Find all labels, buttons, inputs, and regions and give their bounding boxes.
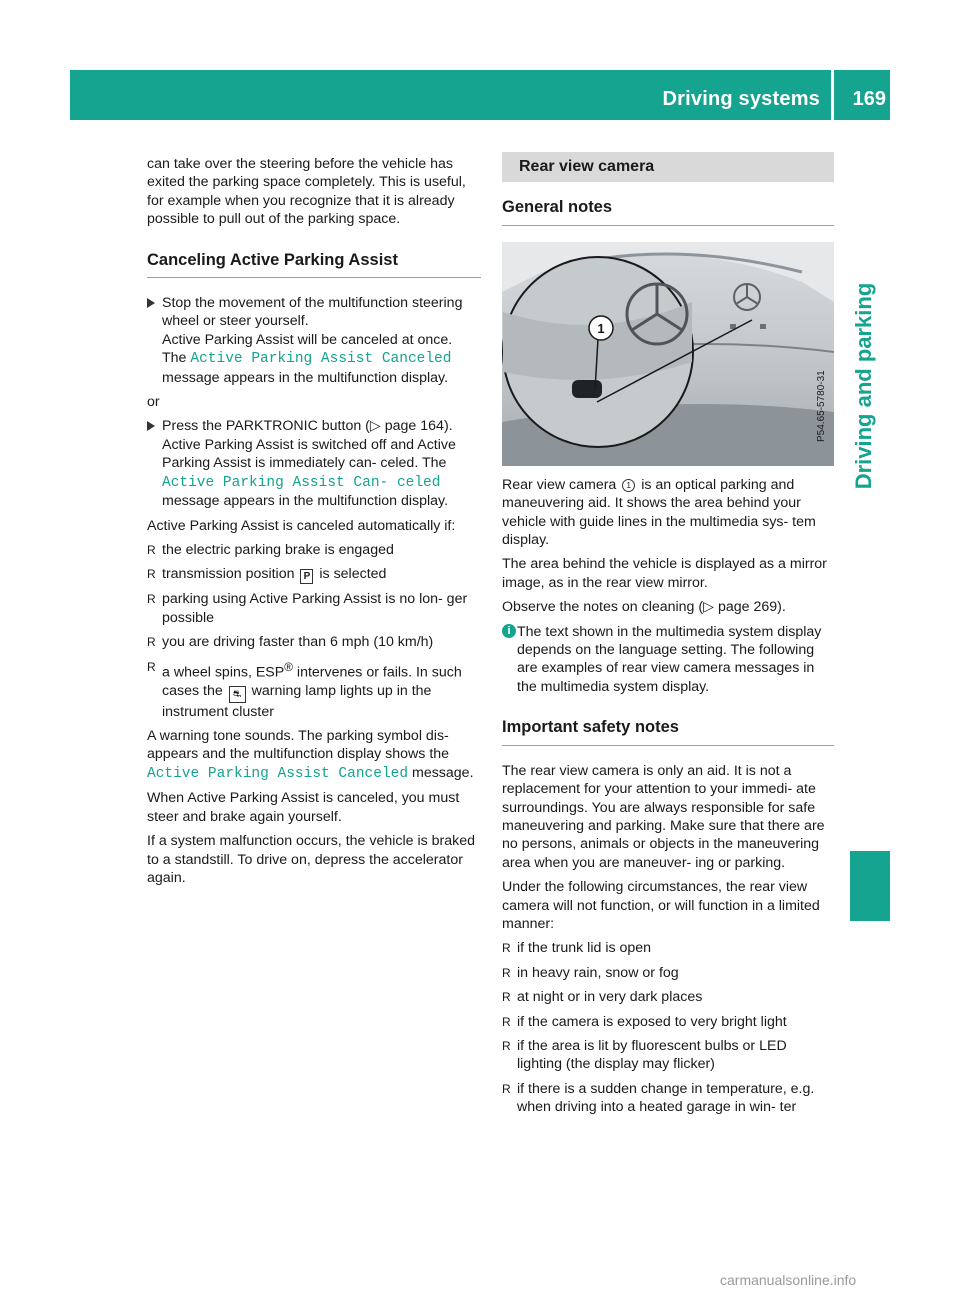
skid-warning-lamp-icon: ⛐ xyxy=(229,686,246,703)
bullet-icon: R xyxy=(502,1081,511,1096)
info-note: i The text shown in the multimedia system display depends on the language setting. The following are examples of rear view camera messages in the multimedia system display. xyxy=(502,623,834,697)
side-tab xyxy=(829,236,899,536)
list-item: R transmission position P is selected xyxy=(147,566,387,583)
figure-code: P54.65-5780-31 xyxy=(816,370,827,442)
bullet-icon: R xyxy=(502,941,511,956)
list-item: R in heavy rain, snow or fog xyxy=(502,964,679,981)
bullet-icon: R xyxy=(147,542,156,557)
callout-ref-icon: 1 xyxy=(622,479,635,492)
list-item: R parking using Active Parking Assist is no lon- ger possible xyxy=(147,591,468,626)
section-heading-canceling: Canceling Active Parking Assist xyxy=(147,251,481,278)
header-bar xyxy=(70,70,890,120)
list-item: R at night or in very dark places xyxy=(502,989,703,1006)
header-divider xyxy=(831,70,834,120)
side-tab-marker xyxy=(850,851,890,921)
side-tab-label: Driving and parking xyxy=(851,282,876,490)
step-1: Stop the movement of the multifunction steering wheel or steer yourself. Active Parking Assist will be canceled at once. The Active Parking Assist Canceled message appears in the multifunction display. xyxy=(147,294,481,387)
list-item: R the electric parking brake is engaged xyxy=(147,541,394,558)
cleaning-paragraph: Observe the notes on cleaning (▷ page 269). xyxy=(502,599,786,616)
mirror-paragraph: The area behind the vehicle is displayed as a mirror image, as in the rear view mirror. xyxy=(502,556,827,591)
page-ref-arrow-icon: ▷ xyxy=(369,418,381,435)
step-arrow-icon xyxy=(147,298,155,308)
left-column xyxy=(147,155,481,893)
heading-safety-notes: Important safety notes xyxy=(502,718,834,745)
info-icon: i xyxy=(502,624,516,638)
bullet-icon: R xyxy=(502,965,511,980)
park-position-icon: P xyxy=(300,569,313,584)
display-message: Active Parking Assist Canceled xyxy=(190,351,452,368)
bullet-icon: R xyxy=(502,1038,511,1053)
car-rear-illustration xyxy=(502,242,834,466)
display-message: Active Parking Assist Canceled xyxy=(147,765,409,782)
display-message: Active Parking Assist Can‐ celed xyxy=(162,474,441,491)
chapter-title: Driving systems xyxy=(662,88,820,110)
rear-camera-figure xyxy=(502,242,834,466)
callout-1-label: 1 xyxy=(597,320,605,336)
step-2: Press the PARKTRONIC button (▷ page 164). Active Parking Assist is switched off and Active Parking Assist is immediately can- celed. The Active Parking Assist Can‐ celed message appears in the multifunction display. xyxy=(147,417,481,510)
watermark: carmanualsonline.info xyxy=(720,1272,857,1288)
camera-description: Rear view camera 1 is an optical parking and maneuvering aid. It shows the area behind your vehicle with guide lines in the multimedia sys- tem display. xyxy=(502,476,816,549)
heading-general-notes: General notes xyxy=(502,198,834,225)
circumstances-paragraph: Under the following circumstances, the rear view camera will not function, or will function in a limited manner: xyxy=(502,879,820,932)
list-item: R if the trunk lid is open xyxy=(502,940,652,957)
step-arrow-icon xyxy=(147,421,155,431)
auto-cancel-intro: Active Parking Assist is canceled automatically if: xyxy=(147,517,456,534)
or-text: or xyxy=(147,394,160,411)
list-item: R a wheel spins, ESP® intervenes or fails. In such cases the ⛐ warning lamp lights up in the instrument cluster xyxy=(147,659,462,720)
bullet-icon: R xyxy=(147,592,156,607)
right-column xyxy=(502,152,834,1123)
page-ref-arrow-icon: ▷ xyxy=(703,599,715,616)
safety-paragraph: The rear view camera is only an aid. It is not a replacement for your attention to your immedi- ate surroundings. You are always responsible for safe maneuvering and parking. Make sure that there are no persons, animals or objects in the maneuvering area when you are maneuver- ing or parking. xyxy=(502,762,825,871)
bullet-icon: R xyxy=(147,659,156,674)
bullet-icon: R xyxy=(147,567,156,582)
list-item: R if there is a sudden change in temperature, e.g. when driving into a heated garage in win- ter xyxy=(502,1080,815,1116)
section-title-rear-camera: Rear view camera xyxy=(502,152,834,182)
warning-tone-paragraph: A warning tone sounds. The parking symbol dis- appears and the multifunction display shows the Active Parking Assist Canceled message. xyxy=(147,728,474,782)
list-item: R you are driving faster than 6 mph (10 km/h) xyxy=(147,634,434,651)
steer-brake-paragraph: When Active Parking Assist is canceled, you must steer and brake again yourself. xyxy=(147,790,460,825)
page-number: 169 xyxy=(852,88,886,110)
malfunction-paragraph: If a system malfunction occurs, the vehicle is braked to a standstill. To drive on, depress the accelerator again. xyxy=(147,833,476,886)
bullet-icon: R xyxy=(502,1014,511,1029)
bullet-icon: R xyxy=(502,990,511,1005)
list-item: R if the area is lit by fluorescent bulbs or LED lighting (the display may flicker) xyxy=(502,1037,787,1073)
intro-paragraph: can take over the steering before the vehicle has exited the parking space completely. This is useful, for example when you recognize that it is already possible to pull out of the parking space. xyxy=(147,156,466,228)
list-item: R if the camera is exposed to very bright light xyxy=(502,1013,787,1030)
bullet-icon: R xyxy=(147,635,156,650)
